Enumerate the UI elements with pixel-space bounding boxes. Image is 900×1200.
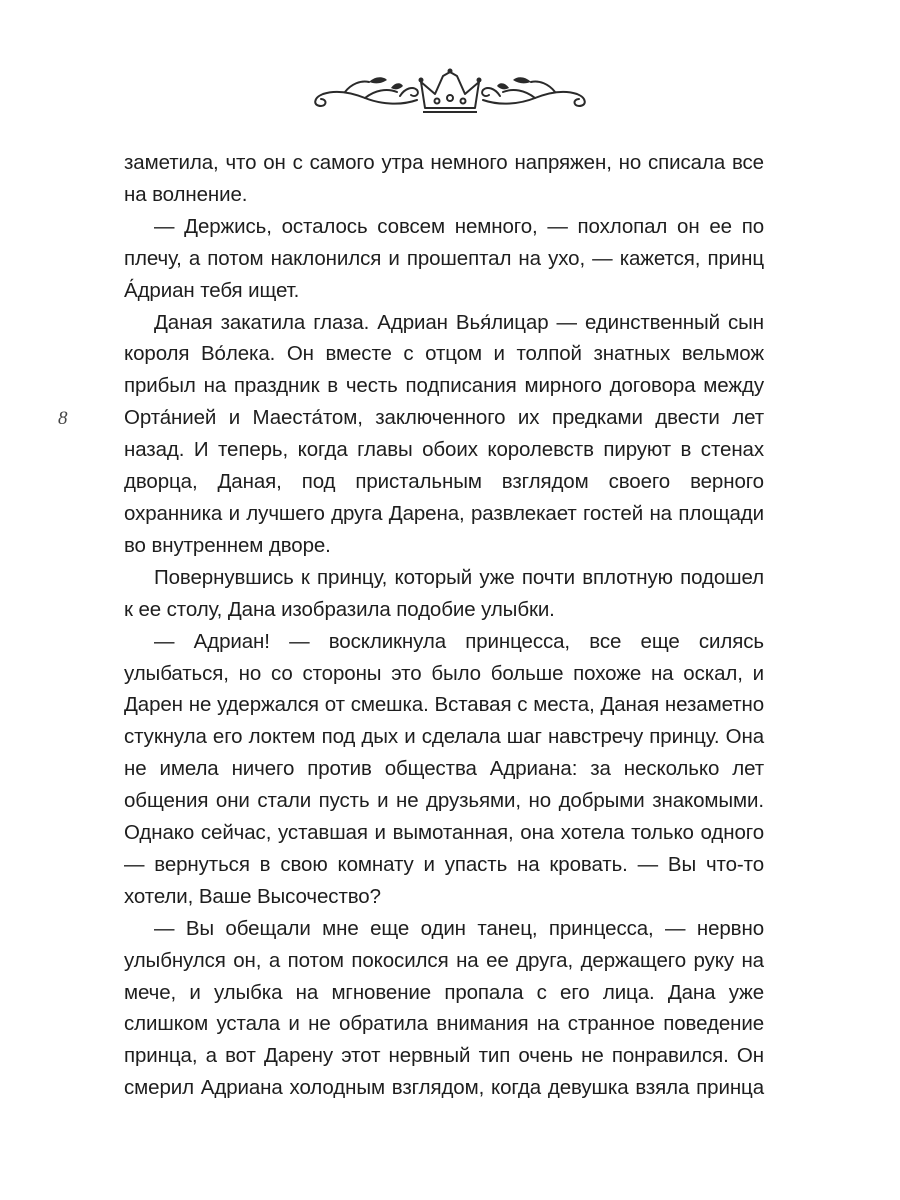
paragraph: — Держись, осталось совсем немного, — похлопал он ее по плечу, а потом наклонился и прошептал на ухо, — кажется, принц А́дриан тебя ищет. — [124, 214, 764, 302]
crown-flourish-icon — [305, 68, 595, 120]
paragraph: заметила, что он с самого утра немного напряжен, но списала все на волнение. — [124, 151, 764, 206]
paragraph: Повернувшись к принцу, который уже почти вплотную подошел к ее столу, Дана изобразила подобие улыбки. — [124, 565, 764, 621]
body-text — [124, 147, 764, 1104]
paragraph: — Адриан! — воскликнула принцесса, все еще силясь улыбаться, но со стороны это было больше похоже на оскал, и Дарен не удержался от смешка. Вставая с места, Даная незаметно стукнула его локтем под дых и сделала шаг навстречу принцу. Она не имела ничего против общества Адриана: за несколько лет общения они стали пусть и не друзьями, но добрыми знакомыми. Однако сейчас, уставшая и вымотанная, она хотела только одного — вернуться в свою комнату и упасть на кровать. — Вы что-то хотели, Ваше Высочество? — [124, 629, 764, 908]
page-number: 8 — [58, 408, 68, 429]
paragraph: — Вы обещали мне еще один танец, принцесса, — нервно улыбнулся он, а потом покосился на ее друга, держащего руку на мече, и улыбка на мгновение пропала с его лица. Дана уже слишком устала и не обратила внимания на странное поведение принца, а вот Дарену этот нервный тип очень не понравился. Он смерил Адриана холодным взглядом, когда девушка взяла принца — [124, 916, 764, 1100]
paragraph: Даная закатила глаза. Адриан Вья́лицар — единственный сын короля Во́лека. Он вместе с отцом и толпой знатных вельмож прибыл на праздник в честь подписания мирного договора между Орта́нией и Маеста́том, заключенного их предками двести лет назад. И теперь, когда главы обоих королевств пируют в стенах дворца, Даная, под пристальным взглядом своего верного охранника и лучшего друга Дарена, развлекает гостей на площади во внутреннем дворе. — [124, 310, 764, 557]
